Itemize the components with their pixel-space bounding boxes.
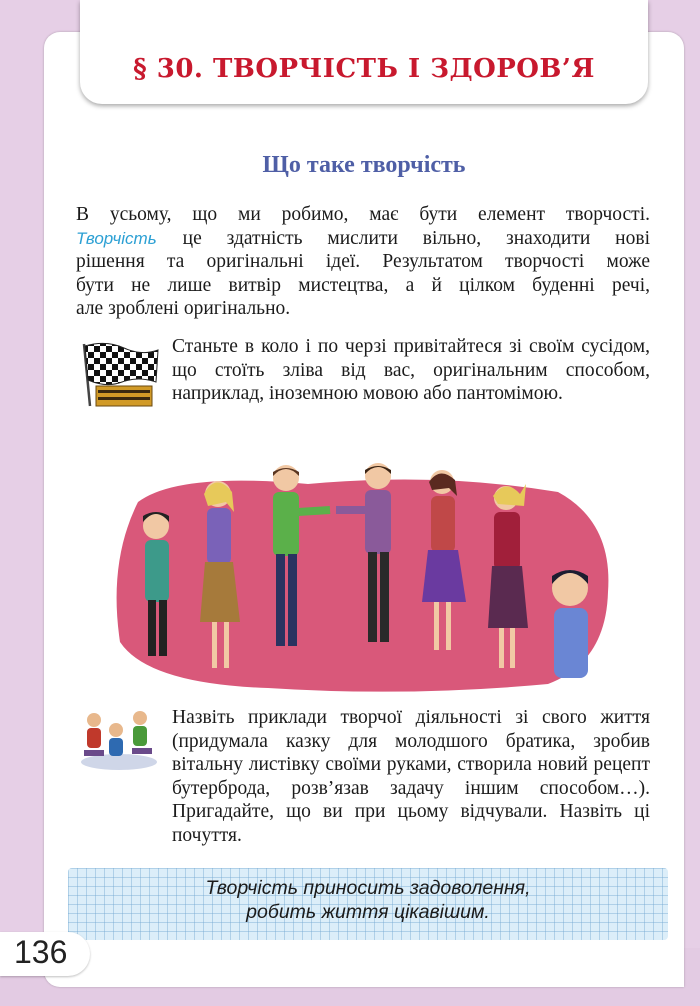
page-number: 136: [14, 934, 68, 970]
checkered-flag-icon: [76, 340, 160, 412]
task-instruction: Станьте в коло і по черзі привітайтеся зі своїм сусідом, що стоїть зліва від вас, оригінальним способом, наприклад, іноземною мовою або пантомімою.: [172, 336, 650, 404]
section-heading: Що таке творчість: [262, 152, 466, 178]
note-text: [68, 876, 668, 924]
intro-line-text: це здатність мислити вільно, знаходити нові: [182, 227, 650, 249]
page-title: § 30. ТВОРЧІСТЬ І ЗДОРОВ’Я: [133, 54, 595, 84]
intro-line: але зроблені оригінально.: [76, 298, 291, 319]
title-box: [80, 0, 648, 104]
note-line: робить життя цікавішим.: [246, 901, 490, 923]
note-line: Творчість приносить задоволення,: [205, 877, 531, 899]
intro-line: рішення та оригінальні ідеї. Результатом творчості може: [76, 251, 650, 272]
group-discussion-icon: [76, 704, 162, 774]
task-instruction: Назвіть приклади творчої діяльності зі свого життя (придумала казку для молодшого братика, зробив вітальну листівку своїми руками, створила новий рецепт бутерброда, розв’язав задачу іншим способом…). Пригадайте, що ви при цьому відчували. Назвіть ці почуття.: [172, 707, 650, 846]
children-circle-illustration: [108, 462, 620, 694]
intro-line: [76, 227, 650, 251]
intro-line: бути не лише витвір мистецтва, а й цілком буденні речі,: [76, 274, 650, 296]
term-highlight: Творчість: [76, 228, 157, 248]
intro-line: В усьому, що ми робимо, має бути елемент творчості.: [76, 204, 650, 225]
intro-paragraph: [76, 203, 650, 321]
